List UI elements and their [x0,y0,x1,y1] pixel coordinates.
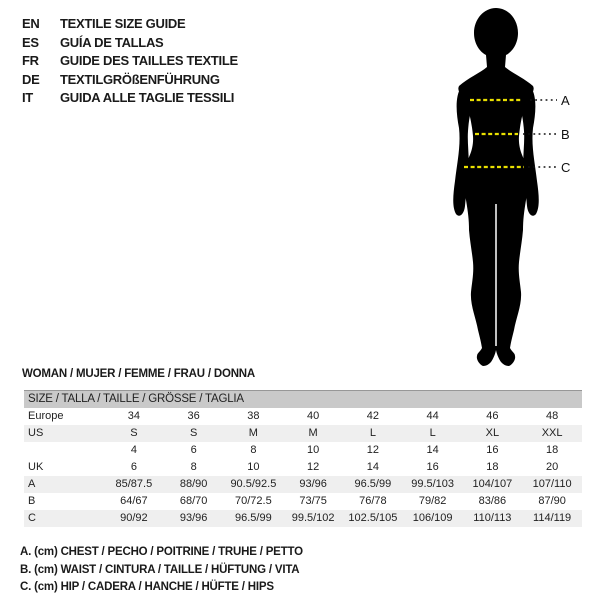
table-cell: 8 [190,461,197,473]
table-cell: 79/82 [418,495,447,507]
row-label: US [28,427,44,439]
woman-silhouette-icon [430,0,600,375]
row-label: UK [28,461,44,473]
table-cell: 107/110 [532,478,572,490]
table-row [24,476,582,493]
table-cell: L [369,427,376,439]
table-cell: 64/67 [120,495,148,507]
table-cell: 114/119 [533,512,572,524]
table-cell: 10 [307,444,320,456]
language-title: TEXTILGRÖßENFÜHRUNG [60,71,220,87]
table-cell: 34 [127,410,140,422]
table-cell: 96.5/99 [354,478,392,490]
table-cell: 93/96 [179,512,208,524]
table-cell: 14 [426,444,439,456]
table-cell: S [130,427,138,439]
language-code: DE [22,71,40,87]
table-cell: 70/72.5 [235,495,272,507]
table-cell: 6 [130,461,137,473]
row-label: C [28,512,36,524]
table-cell: 12 [366,444,379,456]
table-cell: L [429,427,436,439]
legend-item: A. (cm) CHEST / PECHO / POITRINE / TRUHE / PETTO [20,546,303,558]
table-cell: XXL [541,427,563,439]
table-cell: 14 [366,461,379,473]
table-cell: 36 [187,410,200,422]
table-cell: 4 [130,444,137,456]
language-code: EN [22,16,40,31]
row-label: A [28,478,36,490]
language-title: TEXTILE SIZE GUIDE [60,16,186,31]
table-cell: 90/92 [120,512,148,524]
table-cell: 16 [486,444,499,456]
table-cell: 68/70 [179,495,208,507]
language-title: GUIDE DES TAILLES TEXTILE [60,53,238,68]
table-cell: M [308,427,318,439]
table-cell: 42 [366,410,379,422]
row-label: B [28,495,36,507]
table-cell: 73/75 [299,495,327,507]
table-row [24,493,582,510]
table-cell: 12 [307,461,320,473]
table-cell: 18 [546,444,559,456]
table-cell: 99.5/102 [291,512,335,524]
row-label: Europe [28,410,64,422]
legend-item: C. (cm) HIP / CADERA / HANCHE / HÜFTE / HIPS [20,581,274,593]
measure-marker-a: A [561,93,570,108]
language-code: IT [22,90,33,105]
table-cell: 16 [426,461,439,473]
language-title: GUIDA ALLE TAGLIE TESSILI [60,90,235,105]
table-row [24,459,582,476]
table-cell: 46 [486,410,499,422]
table-cell: 83/86 [478,495,507,507]
table-cell: 93/96 [299,478,327,490]
table-cell: 48 [546,410,559,422]
table-row [24,425,582,442]
row-label [24,442,104,459]
table-cell: 40 [307,410,320,422]
table-cell: 90.5/92.5 [230,478,277,490]
legend-item: B. (cm) WAIST / CINTURA / TAILLE / HÜFTUNG / VITA [20,563,300,576]
language-code: FR [22,53,39,68]
table-cell: XL [485,427,500,439]
table-cell: 85/87.5 [115,478,153,490]
language-code: ES [22,34,39,50]
measure-marker-b: B [561,127,570,142]
measure-marker-c: C [561,160,571,175]
table-cell: 106/109 [412,512,453,524]
table-cell: 88/90 [179,478,208,490]
table-cell: 18 [486,461,499,473]
table-row [24,408,582,425]
table-cell: 99.5/103 [411,478,455,490]
table-cell: 87/90 [538,495,566,507]
table-cell: 6 [190,444,197,456]
table-cell: 104/107 [472,478,513,490]
table-cell: 20 [546,461,559,473]
table-cell: M [248,427,258,439]
size-table [24,390,582,527]
table-cell: 38 [247,410,260,422]
table-cell: 96.5/99 [235,512,272,524]
measurement-legend [20,544,303,597]
table-cell: 76/78 [359,495,387,507]
table-cell: 110/113 [473,512,512,524]
table-row [24,442,582,459]
table-cell: 8 [250,444,257,456]
table-cell: 10 [247,461,260,473]
section-title: WOMAN / MUJER / FEMME / FRAU / DONNA [22,368,256,380]
table-cell: S [189,427,198,439]
table-cell: 102.5/105 [348,512,398,524]
language-title: GUÍA DE TALLAS [60,34,164,50]
size-table-header: SIZE / TALLA / TAILLE / GRÖSSE / TAGLIA [24,390,582,408]
table-row [24,510,582,527]
table-cell: 44 [426,410,439,422]
